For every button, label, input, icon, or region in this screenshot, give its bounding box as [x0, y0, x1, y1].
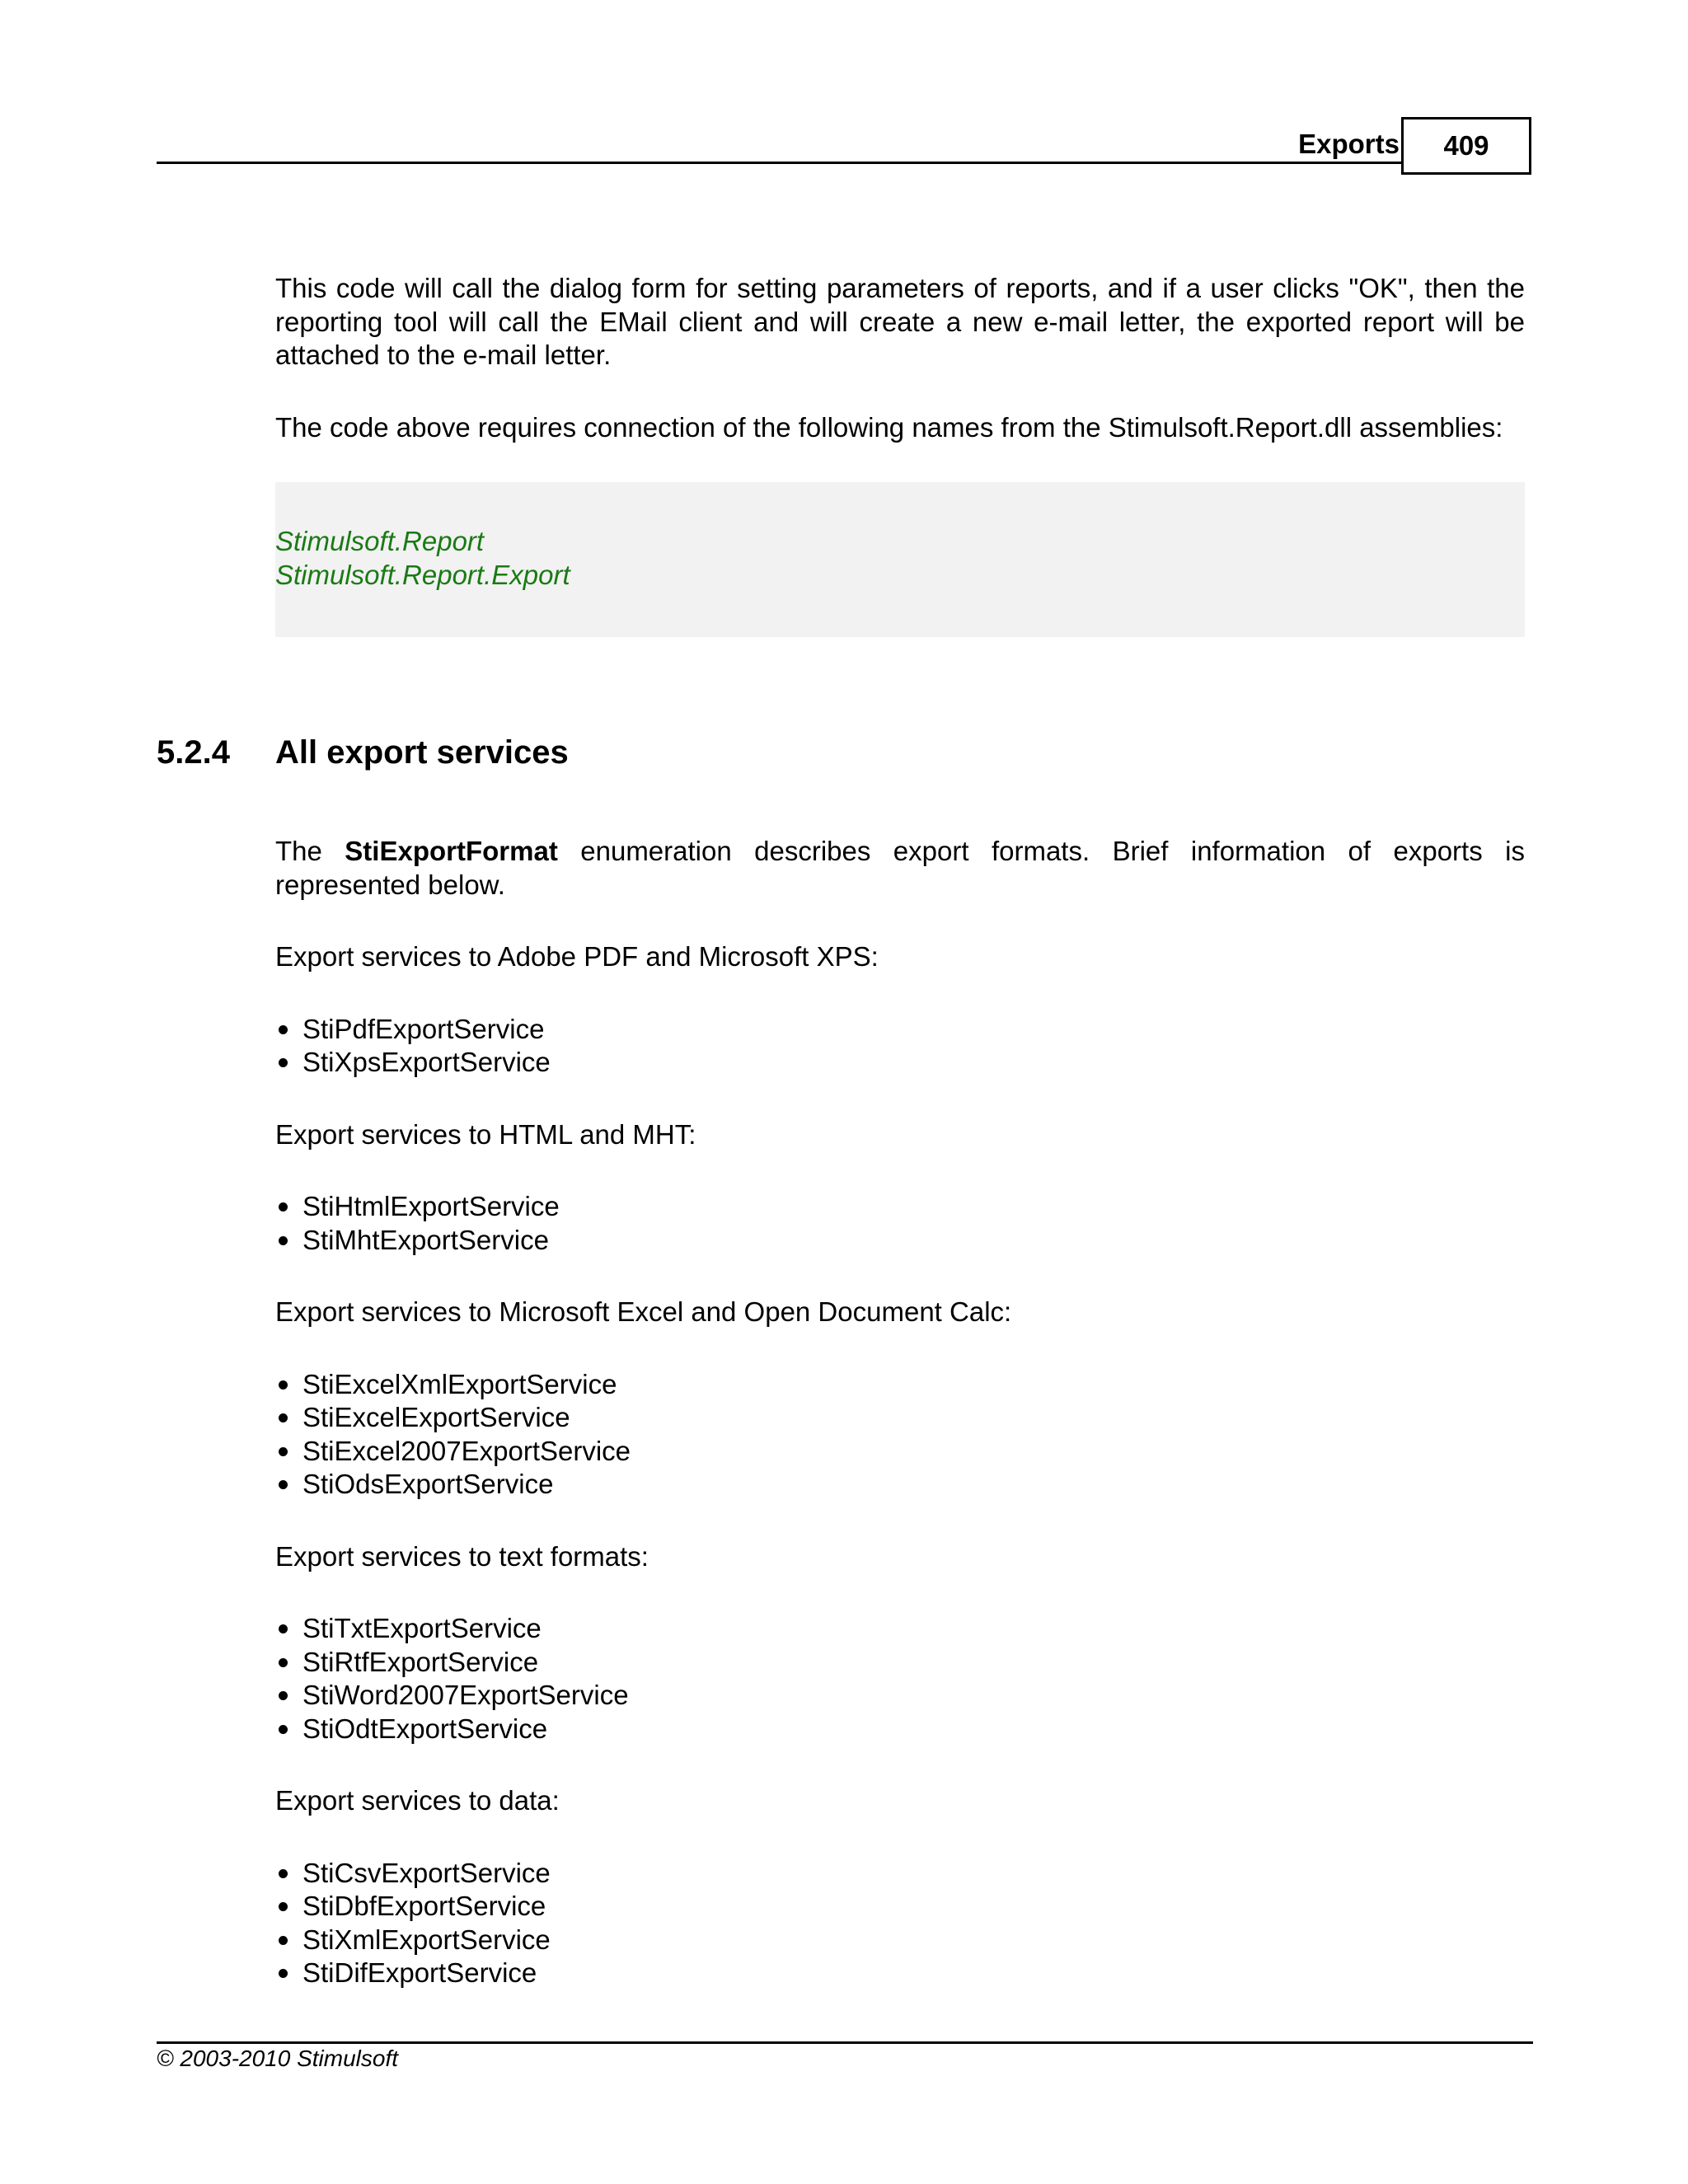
- list-item: StiXpsExportService: [275, 1046, 1525, 1080]
- footer-copyright: © 2003-2010 Stimulsoft: [157, 2046, 399, 2071]
- group-intro-html-mht: Export services to HTML and MHT:: [275, 1118, 696, 1150]
- list-item: StiCsvExportService: [275, 1857, 1525, 1891]
- code-block: [275, 482, 1525, 637]
- enum-name: StiExportFormat: [345, 836, 558, 866]
- list-item: StiDbfExportService: [275, 1890, 1525, 1924]
- list-item: StiRtfExportService: [275, 1646, 1525, 1680]
- list-item: StiTxtExportService: [275, 1612, 1525, 1646]
- code-line: Stimulsoft.Report: [275, 526, 485, 556]
- list-html-mht: [275, 1190, 1525, 1257]
- list-item: StiPdfExportService: [275, 1013, 1525, 1047]
- section-title: All export services: [275, 734, 569, 771]
- list-item: StiExcelXmlExportService: [275, 1368, 1525, 1402]
- list-item: StiOdtExportService: [275, 1713, 1525, 1746]
- group-intro-pdf-xps: Export services to Adobe PDF and Microsoft XPS:: [275, 941, 879, 972]
- lead-text-after: enumeration describes export formats. Brief information of exports is represented below.: [275, 836, 1525, 900]
- page-number-box: [1401, 117, 1531, 175]
- group-intro-excel-calc: Export services to Microsoft Excel and Open Document Calc:: [275, 1296, 1012, 1327]
- assemblies-paragraph: The code above requires connection of the following names from the Stimulsoft.Report.dll assemblies:: [275, 411, 1503, 443]
- section-number: 5.2.4: [157, 734, 230, 771]
- intro-content: [275, 272, 1525, 637]
- list-item: StiOdsExportService: [275, 1468, 1525, 1502]
- list-item: StiXmlExportService: [275, 1924, 1525, 1957]
- list-text-formats: [275, 1612, 1525, 1746]
- list-excel-calc: [275, 1368, 1525, 1502]
- intro-paragraph: This code will call the dialog form for setting parameters of reports, and if a user clicks "OK", then the reporting tool will call the EMail client and will create a new e-mail letter, the exported report will be attached to the e-mail letter.: [275, 273, 1525, 370]
- lead-text-before: The: [275, 836, 345, 866]
- page-number: 409: [1443, 130, 1489, 161]
- list-item: StiHtmlExportService: [275, 1190, 1525, 1224]
- list-data: [275, 1857, 1525, 1990]
- list-item: StiExcel2007ExportService: [275, 1435, 1525, 1469]
- code-line: Stimulsoft.Report.Export: [275, 559, 570, 590]
- running-header-title: Exports: [1298, 129, 1400, 159]
- list-pdf-xps: [275, 1013, 1525, 1080]
- section-heading: [157, 733, 1558, 772]
- group-intro-data: Export services to data:: [275, 1785, 560, 1816]
- section-content: [275, 835, 1525, 1990]
- lead-paragraph: [275, 835, 1525, 902]
- header-rule: [157, 162, 1403, 164]
- list-item: StiMhtExportService: [275, 1224, 1525, 1258]
- list-item: StiDifExportService: [275, 1957, 1525, 1990]
- group-intro-text-formats: Export services to text formats:: [275, 1540, 649, 1572]
- list-item: StiWord2007ExportService: [275, 1679, 1525, 1713]
- list-item: StiExcelExportService: [275, 1401, 1525, 1435]
